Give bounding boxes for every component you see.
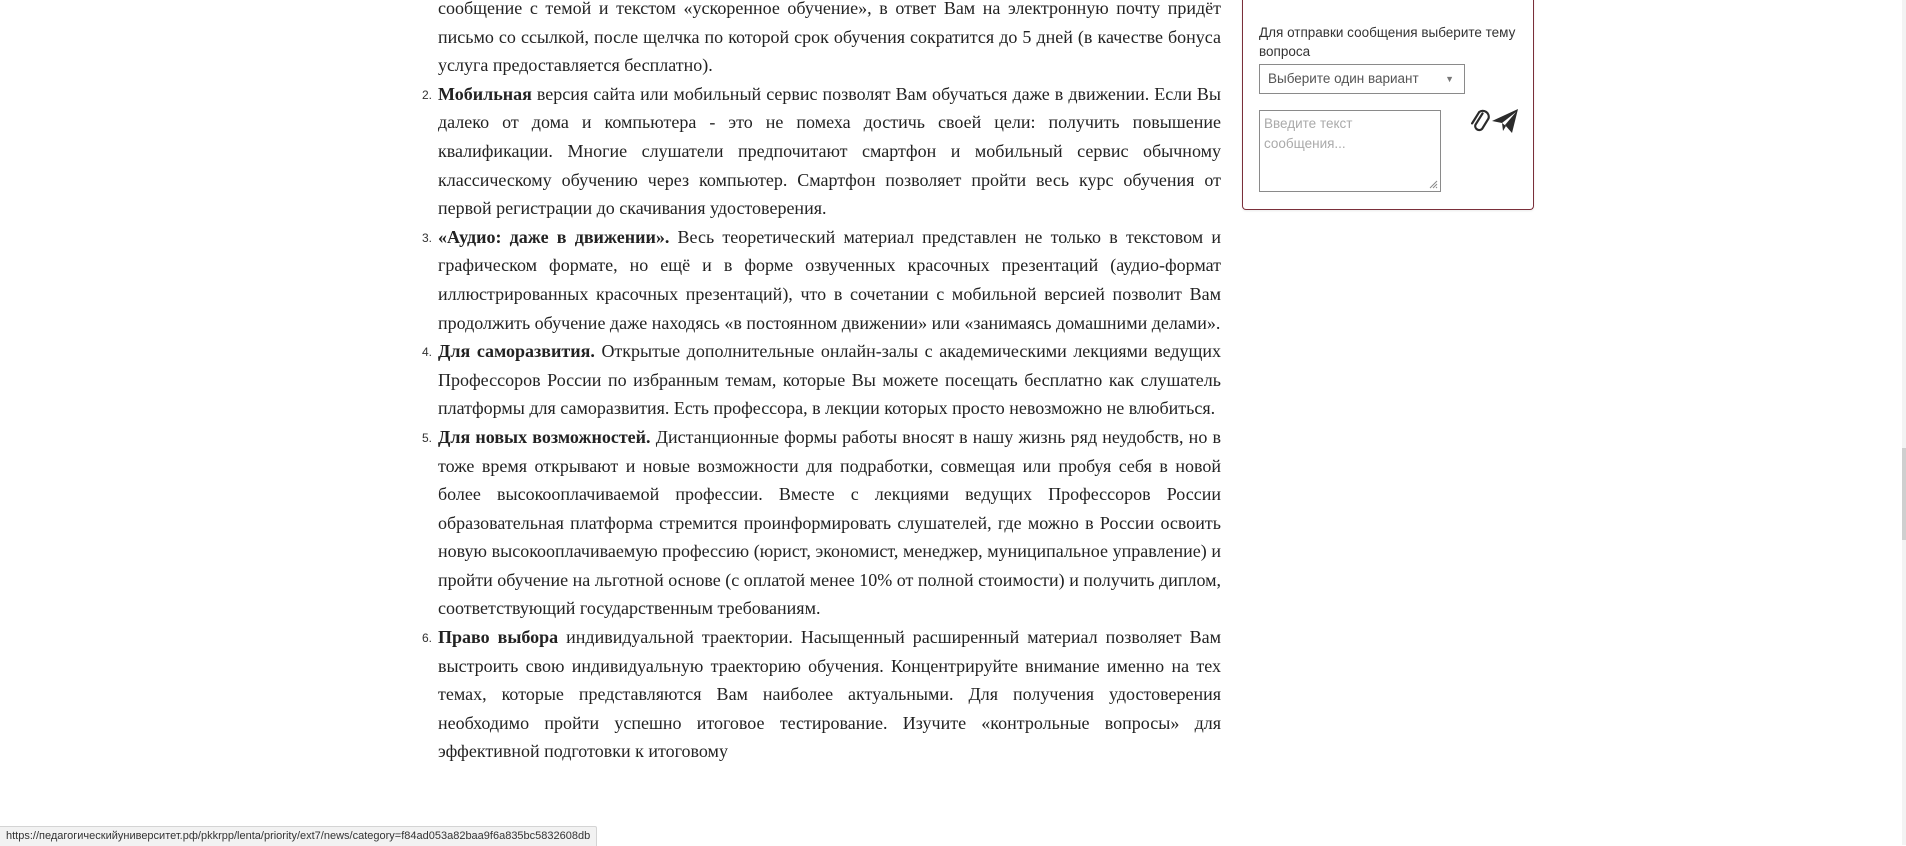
list-item-number: 2.	[422, 87, 433, 102]
list-item-lead: Для новых возможностей.	[438, 426, 651, 447]
page-scrollbar[interactable]	[1902, 0, 1906, 845]
list-item-lead: Мобильная	[438, 83, 532, 104]
list-item-text	[438, 80, 1221, 223]
article-body	[408, 0, 1221, 766]
message-textarea[interactable]	[1259, 110, 1441, 192]
advantages-list	[408, 0, 1221, 766]
list-item	[408, 423, 1221, 623]
list-item-text	[438, 623, 1221, 766]
list-item	[408, 337, 1221, 423]
list-item-body: Весь теоретический материал представлен не только в текстовом и графическом формате, но ещё и в форме озвученных красочных презентаций (аудио-формат иллюстрированных красочных презентаций), что в сочетании с мобильной версией позволит Вам продолжить обучение даже находясь «в постоянном движении» или «занимаясь домашними делами».	[438, 226, 1221, 333]
feedback-widget	[1242, 0, 1534, 210]
list-item-number: 6.	[422, 631, 433, 646]
list-item-body: Дистанционные формы работы вносят в нашу жизнь ряд неудобств, но в тоже время открывают и новые возможности для подработки, совмещая или пробуя себя в новой более высокооплачиваемой профессии. Вместе с лекциями ведущих Профессоров России образовательная платформа стремится проинформировать слушателей, где можно в России освоить новую высокооплачиваемую профессию (юрист, экономист, менеджер, муниципальное управление) и пройти обучение на льготной основе (с оплатой менее 10% от полной стоимости) и получить диплом, соответствующий государственным требованиям.	[438, 426, 1221, 619]
list-item-text	[438, 223, 1221, 337]
list-item	[408, 80, 1221, 223]
list-item-number: 5.	[422, 430, 433, 445]
list-item-number: 4.	[422, 345, 433, 360]
list-item	[408, 623, 1221, 766]
status-bar-url: https://педагогическийуниверситет.рф/pkkrpp/lenta/priority/ext7/news/category=f84ad053a82baa9f6a835bc5832608db	[0, 826, 597, 846]
send-icon[interactable]	[1490, 106, 1520, 136]
dropdown-arrow-icon: ▼	[1445, 74, 1454, 84]
topic-select-value: Выберите один вариант	[1268, 71, 1419, 86]
list-item-lead: «Аудио: даже в движении».	[438, 226, 670, 247]
list-item-body: Открытые дополнительные онлайн-залы с академическими лекциями ведущих Профессоров России по избранным темам, которые Вы можете посещать бесплатно как слушатель платформы для саморазвития. Есть профессора, в лекции которых просто невозможно не влюбиться.	[438, 341, 1221, 419]
list-item-number: 3.	[422, 230, 433, 245]
widget-label: Для отправки сообщения выберите тему вопроса	[1259, 25, 1516, 59]
list-item-text	[438, 423, 1221, 623]
list-item	[408, 223, 1221, 337]
list-item	[408, 0, 1221, 80]
scrollbar-thumb[interactable]	[1902, 448, 1906, 540]
list-item-body: сообщение с темой и текстом «ускоренное обучение», в ответ Вам на электронную почту придёт письмо со ссылкой, после щелчка по которой срок обучения сократится до 5 дней (в качестве бонуса услуга предоставляется бесплатно).	[438, 0, 1221, 76]
topic-select[interactable]	[1259, 64, 1465, 94]
paperclip-icon[interactable]	[1468, 108, 1492, 136]
list-item-lead: Для саморазвития.	[438, 341, 595, 362]
message-placeholder: Введите текст сообщения...	[1264, 116, 1353, 151]
list-item-text	[438, 0, 1221, 80]
list-item-text	[438, 337, 1221, 423]
list-item-body: индивидуальной траектории. Насыщенный расширенный материал позволяет Вам выстроить свою индивидуальную траекторию обучения. Концентрируйте внимание именно на тех темах, которые представляются Вам наиболее актуальными. Для получения удостоверения необходимо пройти успешно итоговое тестирование. Изучите «контрольные вопросы» для эффективной подготовки к итоговому	[438, 627, 1221, 762]
list-item-lead: Право выбора	[438, 627, 559, 648]
list-item-body: версия сайта или мобильный сервис позволят Вам обучаться даже в движении. Если Вы далеко от дома и компьютера - это не помеха достичь своей цели: получить повышение квалификации. Многие слушатели предпочитают смартфон и мобильный сервис обычному классическому обучению через компьютер. Смартфон позволяет пройти весь курс обучения от первой регистрации до скачивания удостоверения.	[438, 83, 1221, 219]
resize-grip-icon[interactable]	[1428, 179, 1438, 189]
